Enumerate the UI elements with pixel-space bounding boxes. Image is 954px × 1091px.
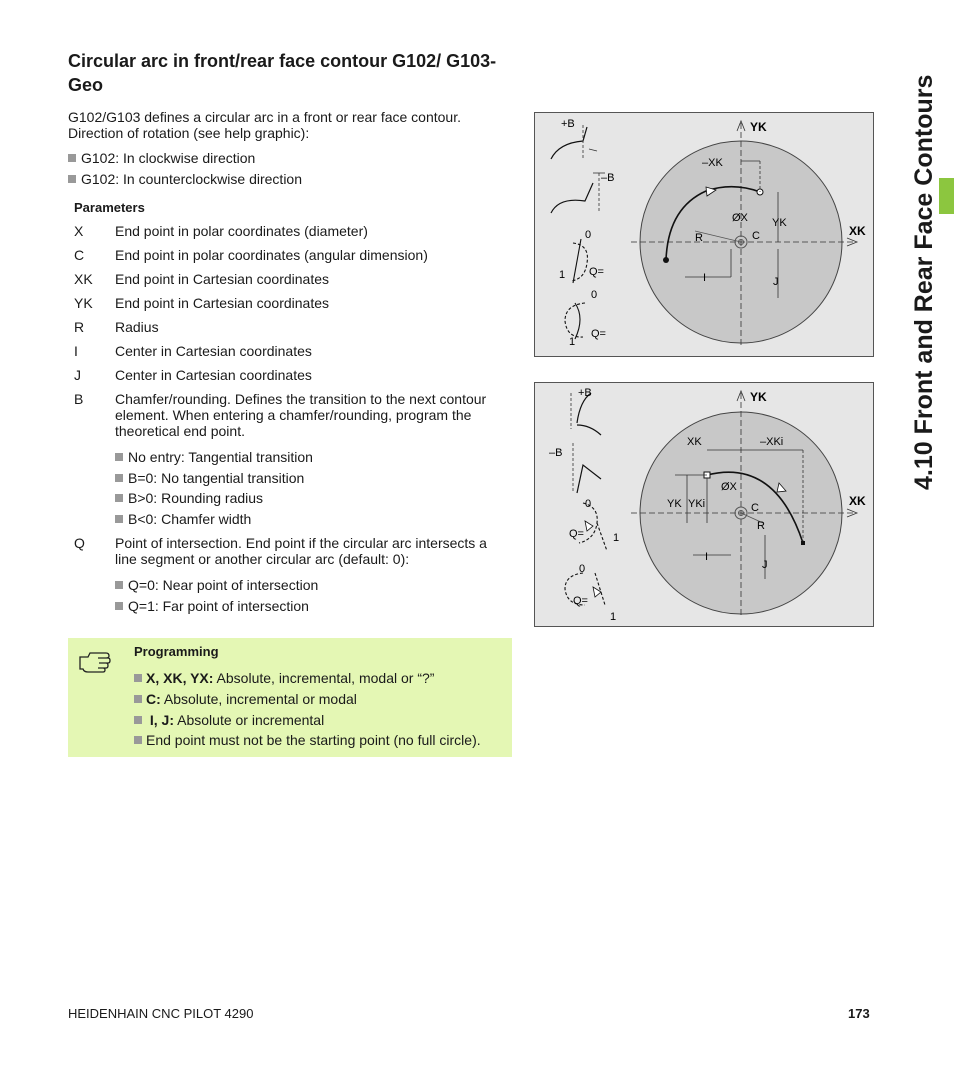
label: Q= [569, 528, 584, 540]
label: XK [687, 436, 702, 448]
label: C [752, 230, 760, 242]
label: 1 [559, 269, 566, 281]
label: C [751, 502, 759, 514]
b-option: B=0: No tangential transition [115, 470, 304, 486]
label: Q= [573, 595, 588, 607]
label: 1 [610, 611, 617, 623]
chapter-sidebar-title: 4.10 Front and Rear Face Contours [910, 74, 938, 490]
programming-item: I, J: Absolute or incremental [134, 712, 324, 728]
label: –XKi [760, 436, 784, 448]
bullet-square-icon [115, 602, 123, 610]
q-option: Q=0: Near point of intersection [115, 577, 318, 593]
programming-heading: Programming [134, 644, 219, 659]
label: I [705, 551, 709, 563]
help-graphic-cartesian [534, 382, 874, 627]
intro-text: G102/G103 defines a circular arc in a front or rear face contour. Direction of rotation (see help graphic): [68, 109, 461, 141]
axis-label: XK [849, 224, 866, 238]
label: ØX [732, 212, 748, 224]
label: 0 [579, 563, 586, 575]
rotation-item: G102: In counterclockwise direction [68, 171, 302, 187]
bullet-square-icon [68, 175, 76, 183]
bullet-square-icon [134, 736, 142, 744]
footer-manual-name: HEIDENHAIN CNC PILOT 4290 [68, 1006, 254, 1021]
label: ØX [721, 481, 737, 493]
label: R [695, 232, 703, 244]
bullet-square-icon [134, 674, 142, 682]
label: 1 [613, 532, 620, 544]
programming-item: C: Absolute, incremental or modal [134, 691, 357, 707]
rotation-item: G102: In clockwise direction [68, 150, 255, 166]
label: +B [578, 387, 592, 399]
label: YK [772, 217, 787, 229]
bullet-square-icon [115, 494, 123, 502]
label: J [762, 559, 768, 571]
label: I [703, 272, 707, 284]
pointing-hand-icon [78, 648, 112, 674]
label: 0 [591, 289, 598, 301]
label: –XK [702, 157, 723, 169]
page-number: 173 [848, 1006, 870, 1021]
label: +B [561, 118, 575, 130]
label: –B [601, 172, 615, 184]
label: Q= [591, 328, 606, 340]
section-title: Circular arc in front/rear face contour G102/ G103-Geo [68, 51, 497, 95]
axis-label: YK [750, 390, 767, 404]
bullet-square-icon [134, 716, 142, 724]
bullet-square-icon [115, 515, 123, 523]
bullet-square-icon [115, 474, 123, 482]
label: YK [667, 498, 682, 510]
bullet-square-icon [68, 154, 76, 162]
label: J [773, 276, 779, 288]
label: 1 [569, 336, 576, 348]
axis-label: XK [849, 494, 866, 508]
label: 0 [585, 229, 592, 241]
bullet-square-icon [115, 581, 123, 589]
programming-item: X, XK, YX: Absolute, incremental, modal or “?” [134, 670, 434, 686]
help-graphic-polar [534, 112, 874, 357]
bullet-square-icon [134, 695, 142, 703]
b-option: B>0: Rounding radius [115, 490, 263, 506]
label: R [757, 520, 765, 532]
programming-item: End point must not be the starting point (no full circle). [134, 732, 481, 748]
axis-label: YK [750, 120, 767, 134]
q-option: Q=1: Far point of intersection [115, 598, 309, 614]
arc-diagram-cartesian [535, 383, 873, 626]
chapter-tab-marker [939, 178, 954, 214]
arc-diagram-polar [535, 113, 873, 356]
programming-note [68, 638, 512, 757]
bullet-square-icon [115, 453, 123, 461]
label: YKi [688, 498, 706, 510]
label: 0 [585, 498, 592, 510]
b-option: B<0: Chamfer width [115, 511, 251, 527]
b-option: No entry: Tangential transition [115, 449, 313, 465]
label: –B [549, 447, 563, 459]
parameters-heading: Parameters [74, 200, 145, 215]
label: Q= [589, 266, 604, 278]
